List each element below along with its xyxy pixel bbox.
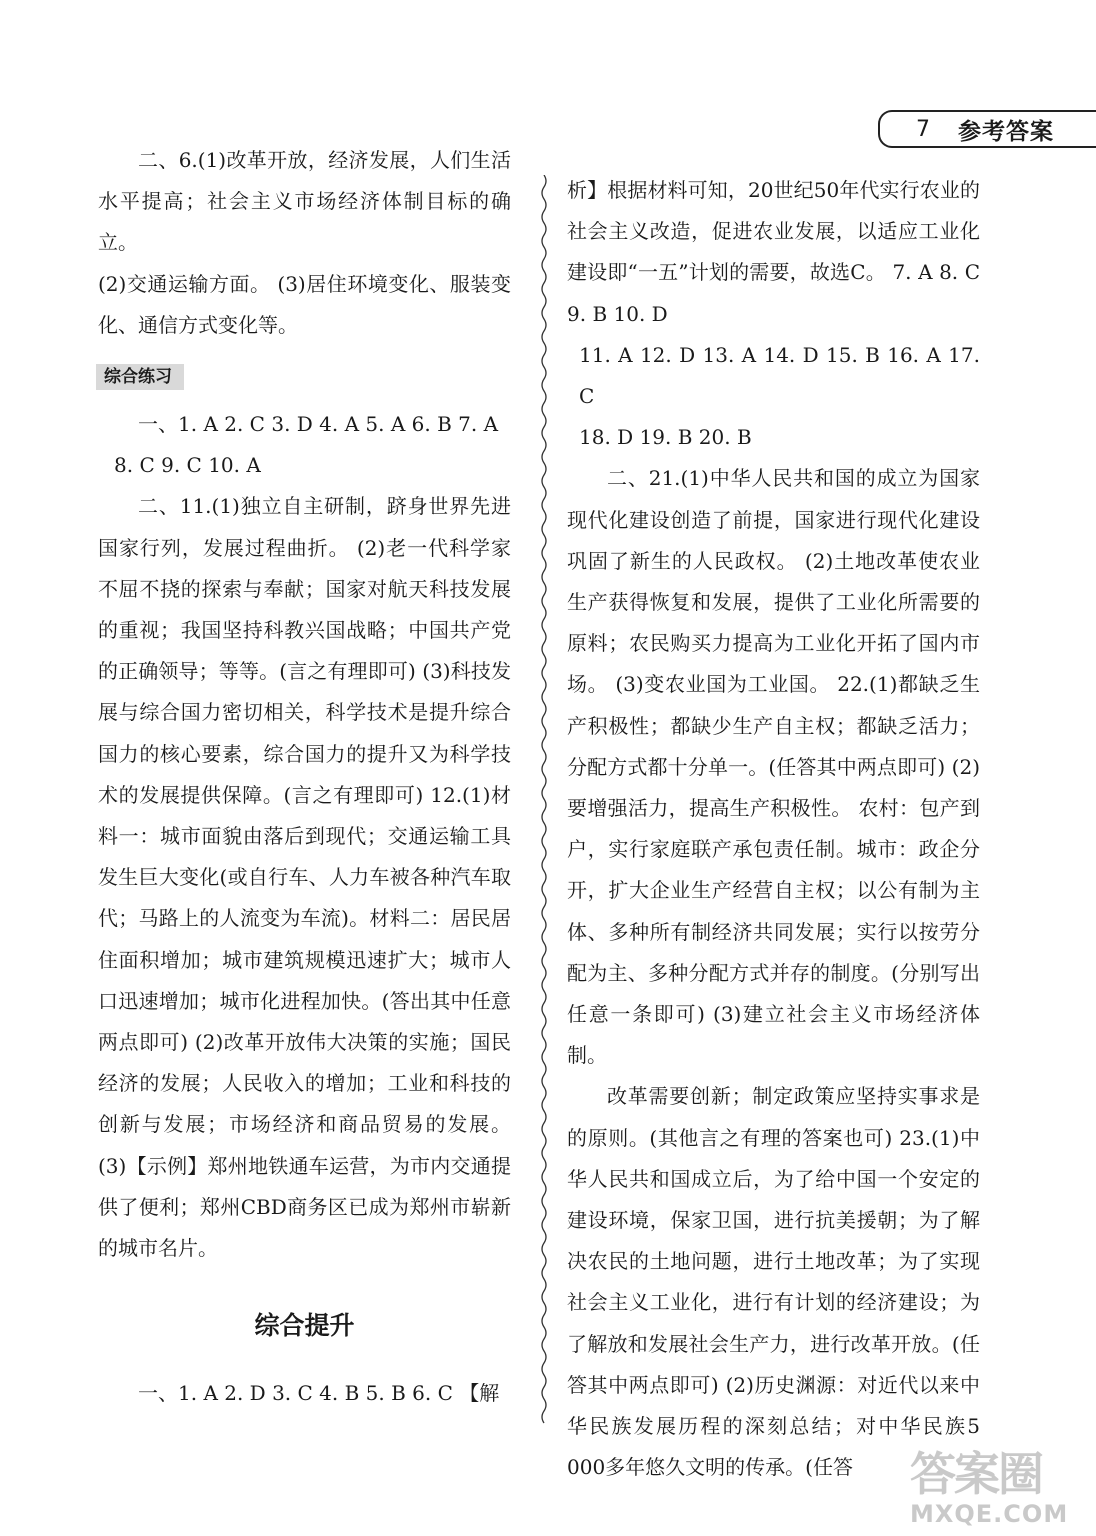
left-intro-paragraph-2: (2)交通运输方面。 (3)居住环境变化、服装变化、通信方式变化等。	[98, 271, 511, 337]
right-answers-21-22-paragraph: 二、21.(1)中华人民共和国的成立为国家现代化建设创造了前提，国家进行现代化建设巩固了新生的人民政权。 (2)土地改革使农业生产获得恢复和发展，提供了工业化所需要的原料；农民购买力提高为工业化开拓了国内市场。 (3)变农业国为工业国。 22.(1)都缺乏生产积极性；都缺少生产自主权；都缺乏活力；分配方式都十分单一。(任答其中两点即可) (2)要增强活力，提高生产积极性。 农村：包产到户，实行家庭联产承包责任制。城市：政企分开，扩大企业生产经营自主权；以公有制为主体、多种所有制经济共同发展；实行以按劳分配为主、多种分配方式并存的制度。(分别写出任意一条即可) (3)建立社会主义市场经济体制。	[567, 466, 980, 1068]
watermark-domain: MXQE.COM	[910, 1500, 1069, 1528]
right-reform-and-23-paragraph: 改革需要创新；制定政策应坚持实事求是的原则。(其他言之有理的答案也可) 23.(1)中华人民共和国成立后，为了给中国一个安定的建设环境，保家卫国，进行抗美援朝；为了解决农民的土地问题，进行土地改革；为了实现社会主义工业化，进行有计划的经济建设；为了解放和发展社会生产力，进行改革开放。(任答其中两点即可) (2)历史渊源：对近代以来中华民族发展历程的深刻总结；对中华民族5 000多年悠久文明的传承。(任答	[567, 1084, 980, 1480]
right-choice-answers-row-1: 11. A 12. D 13. A 14. D 15. B 16. A 17. C	[579, 342, 980, 409]
section-heading-comprehensive-improvement: 综合提升	[254, 1311, 355, 1341]
page-number: 7	[916, 116, 930, 142]
wavy-column-divider	[539, 175, 549, 1425]
choice-answers-row-1: 一、1. A 2. C 3. D 4. A 5. A 6. B 7. A	[138, 412, 499, 437]
watermark-logo-text: 答案圈	[910, 1447, 1042, 1501]
left-final-answer-line: 一、1. A 2. D 3. C 4. B 5. B 6. C 【解	[138, 1381, 500, 1406]
header-title: 参考答案	[958, 118, 1054, 145]
right-first-paragraph: 析】根据材料可知，20世纪50年代实行农业的社会主义改造，促进农业发展，以适应工业化建设即“一五”计划的需要，故选C。 7. A 8. C 9. B 10. D	[567, 178, 980, 326]
answer-key-header	[878, 110, 1096, 148]
left-intro-paragraph-1: 二、6.(1)改革开放，经济发展，人们生活水平提高；社会主义市场经济体制目标的确立。	[98, 148, 511, 255]
section-label-comprehensive-practice: 综合练习	[96, 364, 184, 390]
site-watermark	[910, 1448, 1090, 1536]
left-column	[98, 140, 511, 1414]
left-long-answer-paragraph: 二、11.(1)独立自主研制，跻身世界先进国家行列，发展过程曲折。 (2)老一代科学家不屈不挠的探索与奉献；国家对航天科技发展的重视；我国坚持科教兴国战略；中国共产党的正确领导；等等。(言之有理即可) (3)科技发展与综合国力密切相关，科学技术是提升综合国力的核心要素，综合国力的提升又为科学技术的发展提供保障。(言之有理即可) 12.(1)材料一：城市面貌由落后到现代；交通运输工具发生巨大变化(或自行车、人力车被各种汽车取代；马路上的人流变为车流)。材料二：居民居住面积增加；城市建筑规模迅速扩大；城市人口迅速增加；城市化进程加快。(答出其中任意两点即可) (2)改革开放伟大决策的实施；国民经济的发展；人民收入的增加；工业和科技的创新与发展；市场经济和商品贸易的发展。 (3)【示例】郑州地铁通车运营，为市内交通提供了便利；郑州CBD商务区已成为郑州市崭新的城市名片。	[98, 494, 511, 1261]
choice-answers-row-2: 8. C 9. C 10. A	[114, 453, 261, 478]
right-choice-answers-row-2: 18. D 19. B 20. B	[579, 425, 752, 450]
right-column	[567, 170, 980, 1489]
